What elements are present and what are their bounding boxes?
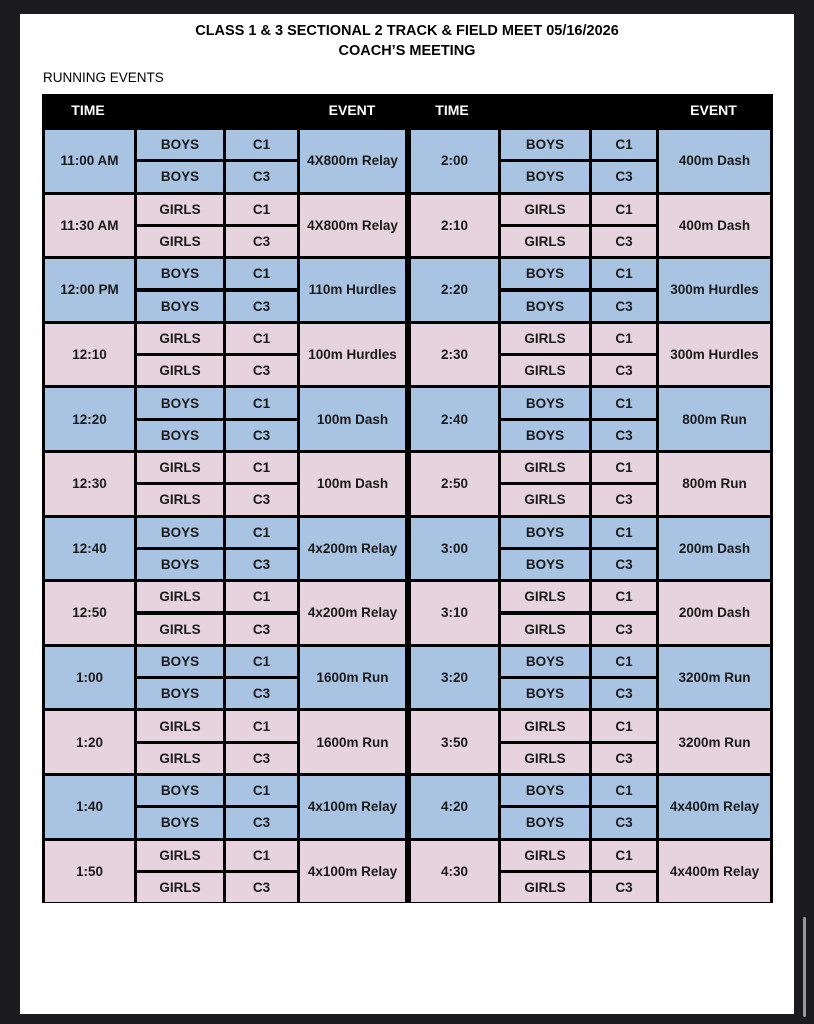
cell-gender: BOYS <box>501 259 589 288</box>
cell-event-right: 3200m Run <box>659 647 770 709</box>
cell-class: C3 <box>226 356 297 385</box>
cell-class: C1 <box>592 453 656 482</box>
cell-class: C3 <box>592 679 656 708</box>
cell-gender: GIRLS <box>137 711 223 740</box>
cell-class: C1 <box>592 776 656 805</box>
cell-gender: GIRLS <box>501 195 589 224</box>
cell-class: C3 <box>226 485 297 514</box>
cell-time-left: 1:20 <box>45 711 134 773</box>
cell-gender: GIRLS <box>137 582 223 611</box>
cell-event-left: 1600m Run <box>300 711 405 773</box>
cell-gender: GIRLS <box>501 711 589 740</box>
cell-class: C1 <box>226 647 297 676</box>
cell-class: C1 <box>592 259 656 288</box>
cell-gender: GIRLS <box>501 582 589 611</box>
cell-gender: BOYS <box>501 292 589 321</box>
cell-time-left: 1:40 <box>45 776 134 838</box>
cell-gender: BOYS <box>137 550 223 579</box>
cell-time-right: 3:20 <box>411 647 498 709</box>
cell-gender: BOYS <box>501 776 589 805</box>
cell-gender: BOYS <box>501 388 589 417</box>
cell-event-right: 400m Dash <box>659 130 770 192</box>
cell-time-right: 3:10 <box>411 582 498 644</box>
cell-gender: GIRLS <box>137 615 223 644</box>
cell-class: C3 <box>226 550 297 579</box>
cell-event-left: 100m Hurdles <box>300 324 405 386</box>
cell-event-left: 4x100m Relay <box>300 776 405 838</box>
cell-gender: BOYS <box>501 679 589 708</box>
cell-class: C1 <box>592 582 656 611</box>
cell-class: C1 <box>226 582 297 611</box>
cell-event-left: 4X800m Relay <box>300 195 405 257</box>
cell-gender: BOYS <box>137 647 223 676</box>
cell-class: C3 <box>226 679 297 708</box>
cell-time-right: 3:50 <box>411 711 498 773</box>
cell-class: C3 <box>592 808 656 837</box>
cell-class: C1 <box>592 130 656 159</box>
cell-class: C1 <box>226 388 297 417</box>
cell-time-left: 11:30 AM <box>45 195 134 257</box>
cell-gender: GIRLS <box>137 324 223 353</box>
cell-gender: BOYS <box>501 130 589 159</box>
cell-event-left: 4x200m Relay <box>300 582 405 644</box>
cell-time-right: 2:50 <box>411 453 498 515</box>
cell-class: C3 <box>226 873 297 902</box>
cell-class: C3 <box>226 615 297 644</box>
document-page <box>20 14 794 1014</box>
cell-gender: BOYS <box>501 162 589 191</box>
cell-class: C1 <box>592 388 656 417</box>
cell-gender: BOYS <box>137 388 223 417</box>
cell-event-right: 4x400m Relay <box>659 841 770 903</box>
cell-class: C3 <box>592 550 656 579</box>
cell-event-right: 300m Hurdles <box>659 259 770 321</box>
cell-event-left: 100m Dash <box>300 453 405 515</box>
cell-gender: BOYS <box>501 808 589 837</box>
cell-event-right: 800m Run <box>659 453 770 515</box>
cell-event-right: 200m Dash <box>659 518 770 580</box>
cell-gender: BOYS <box>137 259 223 288</box>
cell-gender: GIRLS <box>501 873 589 902</box>
cell-class: C3 <box>592 744 656 773</box>
cell-time-right: 2:30 <box>411 324 498 386</box>
cell-time-right: 4:20 <box>411 776 498 838</box>
cell-gender: GIRLS <box>137 195 223 224</box>
cell-event-right: 300m Hurdles <box>659 324 770 386</box>
cell-gender: BOYS <box>137 162 223 191</box>
cell-time-left: 12:00 PM <box>45 259 134 321</box>
cell-class: C3 <box>226 227 297 256</box>
cell-gender: GIRLS <box>501 227 589 256</box>
cell-time-right: 2:10 <box>411 195 498 257</box>
cell-gender: GIRLS <box>501 841 589 870</box>
header-time-right: TIME <box>435 102 469 118</box>
cell-time-left: 1:50 <box>45 841 134 903</box>
cell-gender: BOYS <box>137 679 223 708</box>
cell-event-right: 4x400m Relay <box>659 776 770 838</box>
cell-gender: BOYS <box>501 518 589 547</box>
section-label: RUNNING EVENTS <box>43 70 164 85</box>
cell-class: C3 <box>226 162 297 191</box>
cell-class: C1 <box>592 711 656 740</box>
cell-gender: BOYS <box>137 808 223 837</box>
cell-gender: GIRLS <box>137 356 223 385</box>
cell-class: C1 <box>226 130 297 159</box>
schedule-table <box>42 94 773 903</box>
cell-time-left: 12:30 <box>45 453 134 515</box>
cell-class: C1 <box>226 841 297 870</box>
cell-gender: GIRLS <box>501 615 589 644</box>
header-event-left: EVENT <box>328 102 376 118</box>
cell-gender: GIRLS <box>137 453 223 482</box>
cell-class: C1 <box>226 195 297 224</box>
cell-gender: GIRLS <box>137 744 223 773</box>
header-time-left: TIME <box>71 102 105 118</box>
cell-time-right: 2:00 <box>411 130 498 192</box>
cell-gender: GIRLS <box>501 453 589 482</box>
cell-gender: BOYS <box>137 776 223 805</box>
cell-class: C1 <box>592 518 656 547</box>
cell-class: C3 <box>592 162 656 191</box>
cell-gender: GIRLS <box>501 485 589 514</box>
cell-gender: GIRLS <box>501 744 589 773</box>
cell-class: C3 <box>592 485 656 514</box>
cell-gender: BOYS <box>501 421 589 450</box>
scrollbar[interactable] <box>803 917 806 1017</box>
cell-time-right: 3:00 <box>411 518 498 580</box>
cell-event-right: 3200m Run <box>659 711 770 773</box>
cell-event-right: 800m Run <box>659 388 770 450</box>
cell-time-left: 12:50 <box>45 582 134 644</box>
cell-class: C1 <box>592 195 656 224</box>
cell-class: C3 <box>226 421 297 450</box>
cell-event-right: 200m Dash <box>659 582 770 644</box>
cell-event-left: 4x200m Relay <box>300 518 405 580</box>
cell-class: C3 <box>226 808 297 837</box>
cell-class: C1 <box>592 647 656 676</box>
cell-gender: GIRLS <box>137 485 223 514</box>
cell-gender: GIRLS <box>501 356 589 385</box>
cell-gender: BOYS <box>137 130 223 159</box>
cell-class: C3 <box>592 421 656 450</box>
page-title: CLASS 1 & 3 SECTIONAL 2 TRACK & FIELD MEET 05/16/2026 <box>195 23 619 39</box>
cell-class: C3 <box>592 227 656 256</box>
cell-time-left: 1:00 <box>45 647 134 709</box>
cell-class: C1 <box>226 776 297 805</box>
cell-class: C3 <box>592 873 656 902</box>
cell-class: C1 <box>226 324 297 353</box>
cell-time-right: 4:30 <box>411 841 498 903</box>
cell-class: C1 <box>226 453 297 482</box>
cell-class: C1 <box>592 841 656 870</box>
cell-class: C3 <box>226 744 297 773</box>
cell-class: C3 <box>226 292 297 321</box>
cell-time-right: 2:20 <box>411 259 498 321</box>
cell-class: C1 <box>592 324 656 353</box>
cell-gender: BOYS <box>501 550 589 579</box>
cell-gender: GIRLS <box>137 227 223 256</box>
cell-time-left: 12:10 <box>45 324 134 386</box>
cell-gender: GIRLS <box>137 873 223 902</box>
cell-event-right: 400m Dash <box>659 195 770 257</box>
cell-gender: BOYS <box>501 647 589 676</box>
cell-class: C1 <box>226 259 297 288</box>
cell-event-left: 100m Dash <box>300 388 405 450</box>
cell-time-right: 2:40 <box>411 388 498 450</box>
cell-event-left: 4x100m Relay <box>300 841 405 903</box>
cell-class: C3 <box>592 356 656 385</box>
page-subtitle: COACH’S MEETING <box>338 43 476 59</box>
cell-gender: BOYS <box>137 292 223 321</box>
header-event-right: EVENT <box>690 102 737 118</box>
cell-gender: GIRLS <box>501 324 589 353</box>
cell-event-left: 4X800m Relay <box>300 130 405 192</box>
cell-event-left: 110m Hurdles <box>300 259 405 321</box>
cell-gender: BOYS <box>137 518 223 547</box>
cell-class: C3 <box>592 292 656 321</box>
cell-class: C3 <box>592 615 656 644</box>
cell-gender: GIRLS <box>137 841 223 870</box>
cell-class: C1 <box>226 518 297 547</box>
cell-class: C1 <box>226 711 297 740</box>
cell-event-left: 1600m Run <box>300 647 405 709</box>
cell-gender: BOYS <box>137 421 223 450</box>
cell-time-left: 12:20 <box>45 388 134 450</box>
cell-time-left: 11:00 AM <box>45 130 134 192</box>
cell-time-left: 12:40 <box>45 518 134 580</box>
